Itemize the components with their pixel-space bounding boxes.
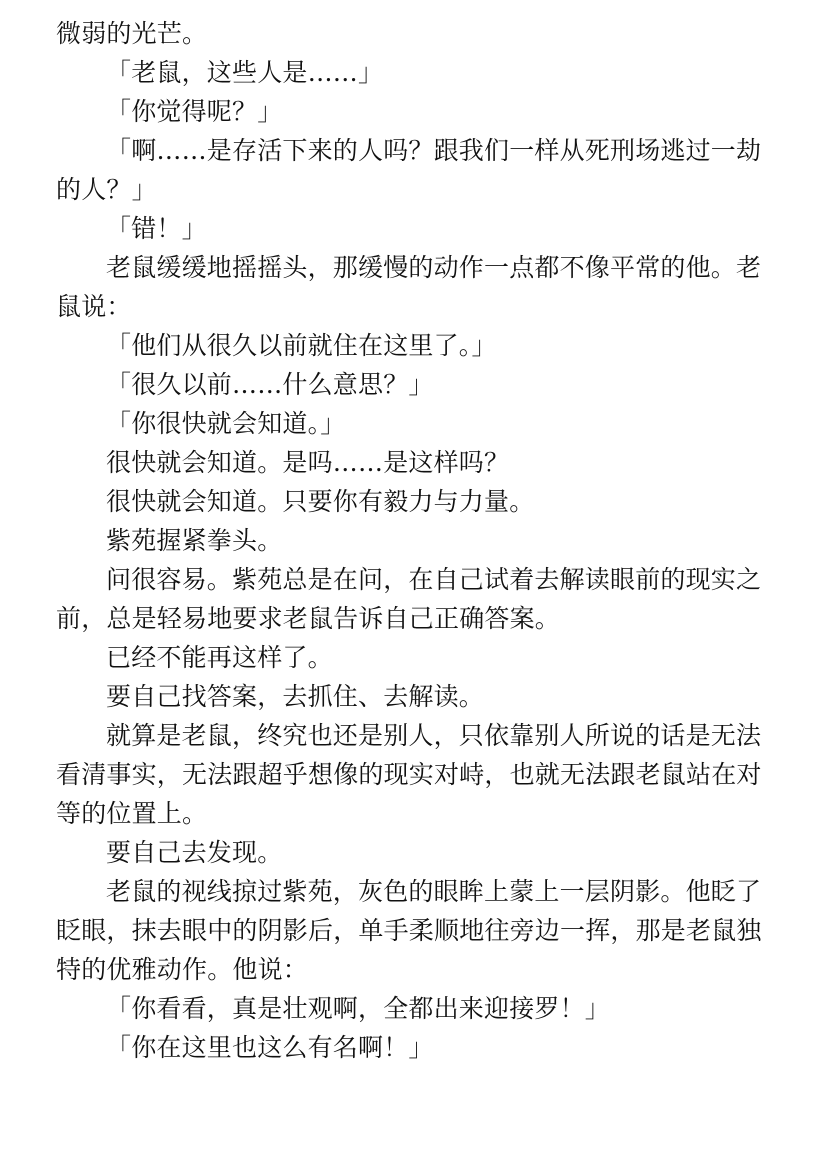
body-text bbox=[56, 14, 768, 1067]
paragraph: 「你很快就会知道。」 bbox=[106, 409, 346, 438]
paragraph: 已经不能再这样了。 bbox=[106, 643, 333, 672]
paragraph: 很快就会知道。是吗……是这样吗？ bbox=[106, 448, 510, 477]
paragraph: 要自己去发现。 bbox=[106, 838, 283, 867]
paragraph: 「他们从很久以前就住在这里了。」 bbox=[106, 331, 497, 360]
paragraph: 微弱的光芒。 bbox=[56, 19, 208, 48]
paragraph: 要自己找答案，去抓住、去解读。 bbox=[106, 682, 485, 711]
paragraph: 「你觉得呢？」 bbox=[106, 97, 283, 126]
paragraph: 「你在这里也这么有名啊！」 bbox=[106, 1033, 434, 1062]
paragraph: 很快就会知道。只要你有毅力与力量。 bbox=[106, 487, 535, 516]
paragraph: 老鼠缓缓地摇摇头，那缓慢的动作一点都不像平常的他。老鼠说： bbox=[56, 253, 762, 321]
paragraph: 老鼠的视线掠过紫苑，灰色的眼眸上蒙上一层阴影。他眨了眨眼，抹去眼中的阴影后，单手柔顺地往旁边一挥，那是老鼠独特的优雅动作。他说： bbox=[56, 877, 762, 984]
paragraph: 「很久以前……什么意思？」 bbox=[106, 370, 434, 399]
paragraph: 「你看看，真是壮观啊，全都出来迎接罗！」 bbox=[106, 994, 611, 1023]
paragraph: 紫苑握紧拳头。 bbox=[106, 526, 283, 555]
paragraph: 就算是老鼠，终究也还是别人，只依靠别人所说的话是无法看清事实，无法跟超乎想像的现实对峙，也就无法跟老鼠站在对等的位置上。 bbox=[56, 721, 762, 828]
paragraph: 「啊……是存活下来的人吗？跟我们一样从死刑场逃过一劫的人？」 bbox=[56, 136, 762, 204]
paragraph: 「老鼠，这些人是……」 bbox=[106, 58, 384, 87]
paragraph: 「错！」 bbox=[106, 214, 207, 243]
paragraph: 问很容易。紫苑总是在问，在自己试着去解读眼前的现实之前，总是轻易地要求老鼠告诉自己正确答案。 bbox=[56, 565, 762, 633]
